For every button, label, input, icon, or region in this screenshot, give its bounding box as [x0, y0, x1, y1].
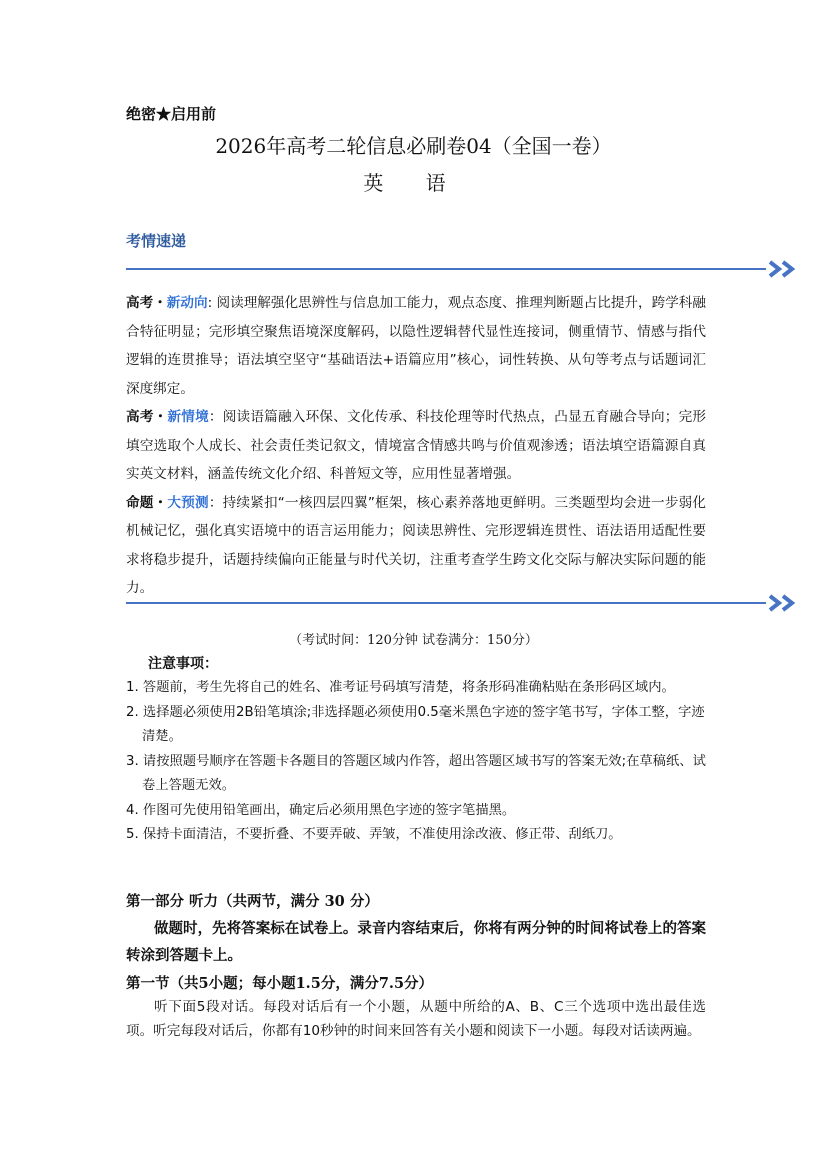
note-item: 1. 答题前，考生先将自己的姓名、准考证号码填写清楚，将条形码准确粘贴在条形码区域内。 — [126, 680, 675, 695]
overview-item-tag: 新情境 — [167, 409, 209, 425]
confidential-label: 绝密★启用前 — [126, 105, 217, 123]
double-chevron-icon — [766, 593, 800, 613]
overview-item-text: : 阅读理解强化思辨性与信息加工能力，观点态度、推理判断题占比提升，跨学科融合特征明显；完形填空聚焦语境深度解码，以隐性逻辑替代显性连接词，侧重情节、情感与指代逻辑的连贯推导；语法填空坚守“基础语法+语篇应用”核心，词性转换、从句等考点与话题词汇深度绑定。 — [126, 295, 707, 397]
note-item: 3. 请按照题号顺序在答题卡各题目的答题区域内作答，超出答题区域书写的答案无效;在草稿纸、试卷上答题无效。 — [126, 753, 706, 793]
part1-title: 第一部分 听力（共两节，满分 30 分） — [126, 893, 379, 910]
section1-title: 第一节（共5小题；每小题1.5分，满分7.5分） — [126, 975, 434, 992]
double-chevron-icon — [766, 259, 800, 279]
notes-heading: 注意事项： — [148, 656, 218, 672]
overview-body — [126, 289, 706, 603]
exam-time-info: （考试时间：120分钟 试卷满分：150分） — [289, 633, 538, 648]
overview-item-label: 高考・ — [126, 409, 168, 425]
divider-line-top — [126, 268, 766, 270]
notes-list — [124, 676, 706, 848]
divider-line-bottom — [126, 602, 766, 604]
overview-item-tag: 大预测 — [167, 494, 209, 511]
section1-instruction: 听下面5段对话。每段对话后有一个小题，从题中所给的A、B、C三个选项中选出最佳选项。听完每段对话后，你都有10秒钟的时间来回答有关小题和阅读下一小题。每段对话读两遍。 — [126, 999, 706, 1039]
overview-item — [126, 489, 706, 603]
overview-item-label: 高考・ — [126, 295, 167, 311]
overview-item-tag: 新动向 — [166, 295, 208, 311]
part1-instruction: 做题时，先将答案标在试卷上。录音内容结束后，你将有两分钟的时间将试卷上的答案转涂到答题卡上。 — [126, 920, 706, 964]
overview-item-label: 命题・ — [126, 494, 168, 511]
overview-item — [126, 403, 706, 489]
overview-item — [126, 289, 706, 403]
overview-heading: 考情速递 — [126, 232, 187, 250]
note-item: 5. 保持卡面清洁，不要折叠、不要弄破、弄皱，不准使用涂改液、修正带、刮纸刀。 — [126, 827, 622, 842]
subject-title: 英 语 — [363, 171, 464, 195]
exam-title: 2026年高考二轮信息必刷卷04（全国一卷） — [215, 134, 612, 158]
note-item: 4. 作图可先使用铅笔画出，确定后必须用黑色字迹的签字笔描黑。 — [126, 802, 516, 818]
note-item: 2. 选择题必须使用2B铅笔填涂;非选择题必须使用0.5毫米黑色字迹的签字笔书写，字体工整，字迹清楚。 — [126, 704, 705, 744]
overview-item-text: ：阅读语篇融入环保、文化传承、科技伦理等时代热点，凸显五育融合导向；完形填空选取个人成长、社会责任类记叙文，情境富含情感共鸣与价值观渗透；语法填空语篇源自真实英文材料，涵盖传统文化介绍、科普短文等，应用性显著增强。 — [126, 409, 707, 482]
overview-item-text: ：持续紧扣“一核四层四翼”框架，核心素养落地更鲜明。三类题型均会进一步弱化机械记忆，强化真实语境中的语言运用能力；阅读思辨性、完形逻辑连贯性、语法语用适配性要求将稳步提升，话题持续偏向正能量与时代关切，注重考查学生跨文化交际与解决实际问题的能力。 — [126, 494, 707, 596]
